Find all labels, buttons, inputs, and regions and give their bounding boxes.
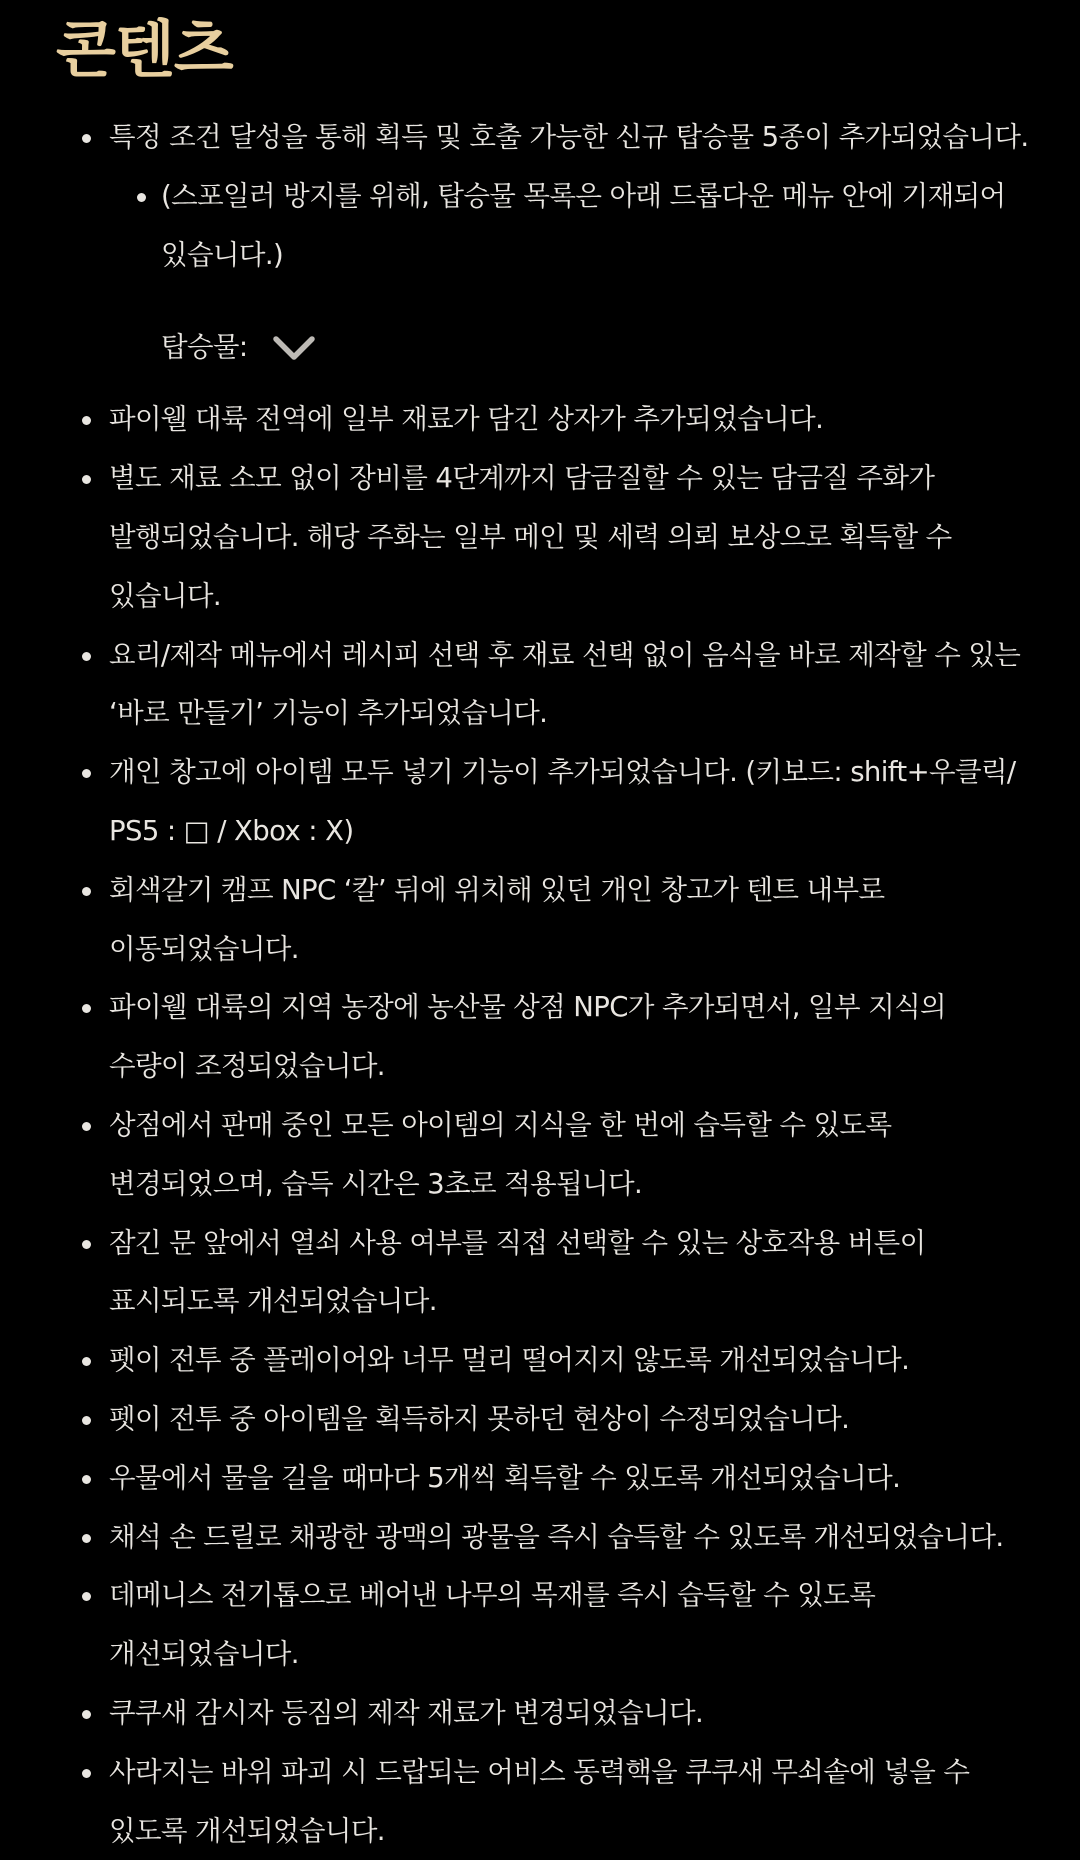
section-title: 콘텐츠 (56, 13, 233, 86)
dropdown-label: 탑승물: (161, 331, 248, 363)
list-item (0, 390, 1080, 449)
list-item-text: 개선되었습니다. (109, 1638, 299, 1671)
sub-list-item (109, 167, 1062, 285)
list-item (0, 449, 1080, 625)
list-item-text: 표시되도록 개선되었습니다. (109, 1285, 437, 1318)
list-item (0, 743, 1080, 861)
list-item-text: 우물에서 물을 길을 때마다 5개씩 획득할 수 있도록 개선되었습니다. (109, 1461, 901, 1494)
list-item-text: 데메니스 전기톱으로 베어낸 나무의 목재를 즉시 습득할 수 있도록 (109, 1579, 876, 1612)
list-item-text: PS5 : □ / Xbox : X) (109, 814, 354, 847)
list-item (0, 1743, 1080, 1860)
list-item (0, 1331, 1080, 1390)
list-item-text: 잠긴 문 앞에서 열쇠 사용 여부를 직접 선택할 수 있는 상호작용 버튼이 (109, 1226, 926, 1259)
list-item-text: ‘바로 만들기’ 기능이 추가되었습니다. (109, 697, 548, 730)
list-item-text: 펫이 전투 중 플레이어와 너무 멀리 떨어지지 않도록 개선되었습니다. (109, 1344, 910, 1377)
list-item (0, 1449, 1080, 1508)
list-item (0, 1214, 1080, 1332)
list-item (0, 626, 1080, 744)
content-list (0, 108, 1080, 1860)
list-item (0, 1508, 1080, 1567)
list-item (0, 1096, 1080, 1214)
list-item-text: 개인 창고에 아이템 모두 넣기 기능이 추가되었습니다. (키보드: shift+우클릭/ (109, 756, 1016, 789)
list-item-text: 이동되었습니다. (109, 932, 299, 965)
list-item-text: 특정 조건 달성을 통해 획득 및 호출 가능한 신규 탑승물 5종이 추가되었습니다. (109, 121, 1029, 153)
list-item (0, 108, 1080, 376)
list-item-text: 채석 손 드릴로 채광한 광맥의 광물을 즉시 습득할 수 있도록 개선되었습니다. (109, 1520, 1004, 1553)
list-item-text: 별도 재료 소모 없이 장비를 4단계까지 담금질할 수 있는 담금질 주화가 (109, 462, 935, 495)
list-item (0, 1684, 1080, 1743)
list-item-text: 쿠쿠새 감시자 등짐의 제작 재료가 변경되었습니다. (109, 1696, 704, 1729)
list-item (0, 1390, 1080, 1449)
list-item (0, 861, 1080, 979)
list-item (0, 1566, 1080, 1684)
list-item-text: 회색갈기 캠프 NPC ‘칼’ 뒤에 위치해 있던 개인 창고가 텐트 내부로 (109, 873, 885, 906)
mounts-dropdown[interactable] (161, 318, 1062, 376)
list-item-text: 파이웰 대륙의 지역 농장에 농산물 상점 NPC가 추가되면서, 일부 지식의 (109, 991, 947, 1024)
list-item-text: 변경되었으며, 습득 시간은 3초로 적용됩니다. (109, 1167, 643, 1200)
list-item-text: 사라지는 바위 파괴 시 드랍되는 어비스 동력핵을 쿠쿠새 무쇠솥에 넣을 수 (109, 1755, 970, 1788)
list-item-text: 요리/제작 메뉴에서 레시피 선택 후 재료 선택 없이 음식을 바로 제작할 수 있는 (109, 638, 1021, 671)
list-item-text: 펫이 전투 중 아이템을 획득하지 못하던 현상이 수정되었습니다. (109, 1402, 850, 1435)
chevron-down-icon[interactable] (272, 332, 316, 362)
sub-list (109, 167, 1062, 285)
sub-list-item-text: 있습니다.) (161, 238, 284, 271)
list-item-text: 있습니다. (109, 579, 222, 612)
sub-list-item-text: (스포일러 방지를 위해, 탑승물 목록은 아래 드롭다운 메뉴 안에 기재되어 (161, 179, 1006, 212)
list-item-text: 있도록 개선되었습니다. (109, 1814, 385, 1847)
list-item-text: 수량이 조정되었습니다. (109, 1050, 385, 1083)
list-item-text: 상점에서 판매 중인 모든 아이템의 지식을 한 번에 습득할 수 있도록 (109, 1108, 892, 1141)
list-item (0, 978, 1080, 1096)
list-item-text: 파이웰 대륙 전역에 일부 재료가 담긴 상자가 추가되었습니다. (109, 403, 824, 436)
list-item-text: 발행되었습니다. 해당 주화는 일부 메인 및 세력 의뢰 보상으로 획득할 수 (109, 520, 952, 553)
